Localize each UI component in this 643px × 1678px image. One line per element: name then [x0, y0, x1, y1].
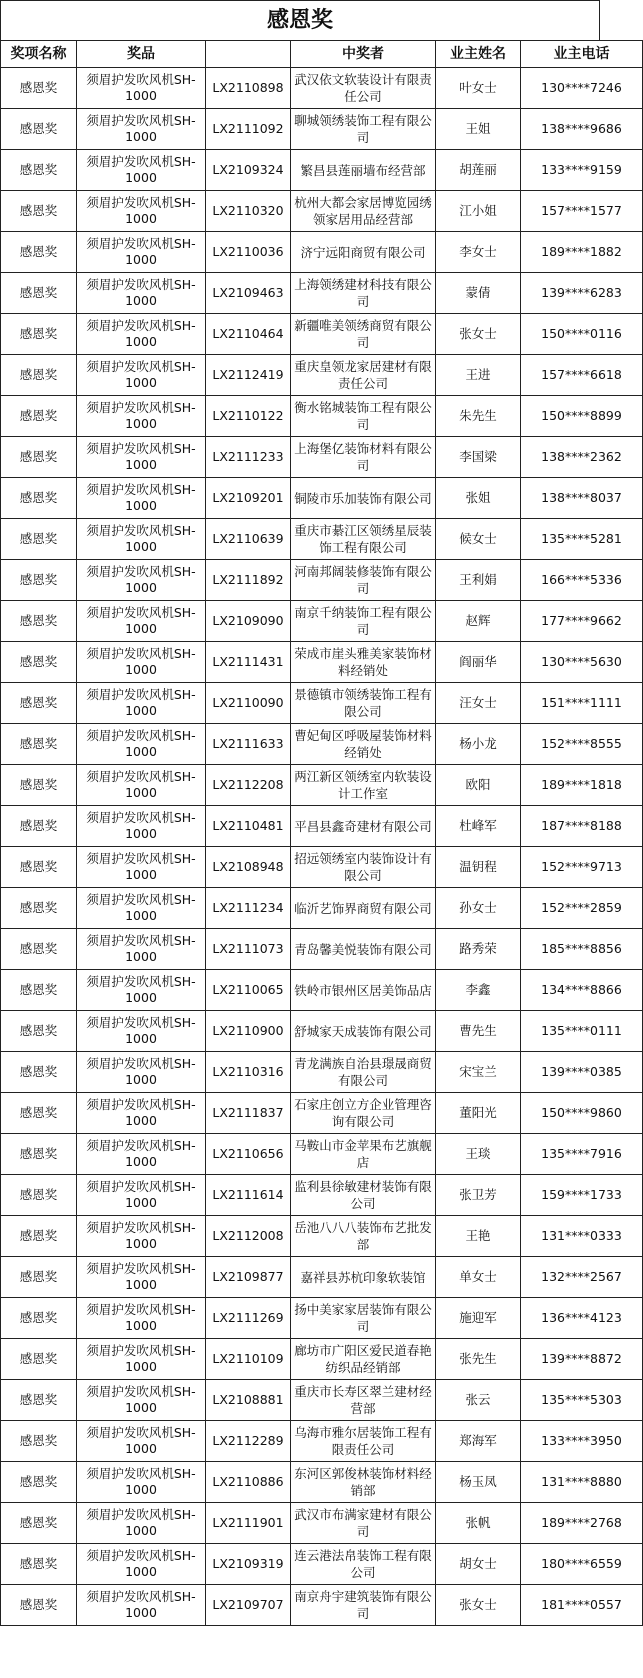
table-body	[1, 68, 643, 1626]
header-owner-phone: 业主电话	[521, 41, 643, 68]
code-cell: LX2110065	[206, 970, 291, 1011]
award-name-cell: 感恩奖	[1, 1380, 77, 1421]
code-cell: LX2110122	[206, 396, 291, 437]
owner-phone-cell: 135****0111	[521, 1011, 643, 1052]
code-cell: LX2109707	[206, 1585, 291, 1626]
code-cell: LX2110656	[206, 1134, 291, 1175]
prize-cell: 须眉护发吹风机SH-1000	[77, 1257, 206, 1298]
table-row	[1, 601, 643, 642]
owner-name-cell: 杨小龙	[436, 724, 521, 765]
code-cell: LX2112008	[206, 1216, 291, 1257]
prize-cell: 须眉护发吹风机SH-1000	[77, 1503, 206, 1544]
award-name-cell: 感恩奖	[1, 478, 77, 519]
award-name-cell: 感恩奖	[1, 191, 77, 232]
prize-cell: 须眉护发吹风机SH-1000	[77, 1462, 206, 1503]
page-title: 感恩奖	[0, 0, 600, 40]
code-cell: LX2111073	[206, 929, 291, 970]
owner-phone-cell: 133****3950	[521, 1421, 643, 1462]
prize-cell: 须眉护发吹风机SH-1000	[77, 929, 206, 970]
winner-cell: 青龙满族自治县璟晟商贸有限公司	[291, 1052, 436, 1093]
owner-name-cell: 宋宝兰	[436, 1052, 521, 1093]
winner-cell: 嘉祥县苏杭印象软装馆	[291, 1257, 436, 1298]
winner-cell: 舒城家天成装饰有限公司	[291, 1011, 436, 1052]
prize-cell: 须眉护发吹风机SH-1000	[77, 683, 206, 724]
winner-cell: 连云港法帛装饰工程有限公司	[291, 1544, 436, 1585]
owner-name-cell: 江小姐	[436, 191, 521, 232]
owner-phone-cell: 134****8866	[521, 970, 643, 1011]
table-row	[1, 1503, 643, 1544]
code-cell: LX2110320	[206, 191, 291, 232]
award-name-cell: 感恩奖	[1, 232, 77, 273]
owner-phone-cell: 187****8188	[521, 806, 643, 847]
code-cell: LX2110639	[206, 519, 291, 560]
award-name-cell: 感恩奖	[1, 1175, 77, 1216]
owner-phone-cell: 133****9159	[521, 150, 643, 191]
owner-phone-cell: 136****4123	[521, 1298, 643, 1339]
owner-name-cell: 赵辉	[436, 601, 521, 642]
code-cell: LX2109319	[206, 1544, 291, 1585]
award-name-cell: 感恩奖	[1, 1216, 77, 1257]
award-name-cell: 感恩奖	[1, 150, 77, 191]
prize-cell: 须眉护发吹风机SH-1000	[77, 314, 206, 355]
owner-name-cell: 叶女士	[436, 68, 521, 109]
header-owner-name: 业主姓名	[436, 41, 521, 68]
table-row	[1, 642, 643, 683]
winner-cell: 杭州大都会家居博览园绣领家居用品经营部	[291, 191, 436, 232]
award-name-cell: 感恩奖	[1, 970, 77, 1011]
code-cell: LX2110036	[206, 232, 291, 273]
table-row	[1, 1380, 643, 1421]
owner-phone-cell: 130****5630	[521, 642, 643, 683]
owner-name-cell: 曹先生	[436, 1011, 521, 1052]
code-cell: LX2112289	[206, 1421, 291, 1462]
code-cell: LX2111837	[206, 1093, 291, 1134]
owner-name-cell: 蒙倩	[436, 273, 521, 314]
table-row	[1, 191, 643, 232]
code-cell: LX2110464	[206, 314, 291, 355]
table-row	[1, 1134, 643, 1175]
owner-phone-cell: 150****9860	[521, 1093, 643, 1134]
owner-phone-cell: 130****7246	[521, 68, 643, 109]
winner-cell: 扬中美家家居装饰有限公司	[291, 1298, 436, 1339]
owner-name-cell: 张先生	[436, 1339, 521, 1380]
prize-cell: 须眉护发吹风机SH-1000	[77, 847, 206, 888]
winner-cell: 衡水铭城装饰工程有限公司	[291, 396, 436, 437]
table-row	[1, 314, 643, 355]
owner-name-cell: 张女士	[436, 1585, 521, 1626]
owner-name-cell: 李国梁	[436, 437, 521, 478]
table-row	[1, 1462, 643, 1503]
award-name-cell: 感恩奖	[1, 1339, 77, 1380]
prize-cell: 须眉护发吹风机SH-1000	[77, 1298, 206, 1339]
code-cell: LX2111901	[206, 1503, 291, 1544]
code-cell: LX2109201	[206, 478, 291, 519]
award-name-cell: 感恩奖	[1, 1503, 77, 1544]
owner-phone-cell: 159****1733	[521, 1175, 643, 1216]
code-cell: LX2111614	[206, 1175, 291, 1216]
table-row	[1, 1298, 643, 1339]
award-name-cell: 感恩奖	[1, 1011, 77, 1052]
award-name-cell: 感恩奖	[1, 806, 77, 847]
award-name-cell: 感恩奖	[1, 1052, 77, 1093]
owner-phone-cell: 152****8555	[521, 724, 643, 765]
owner-name-cell: 张姐	[436, 478, 521, 519]
owner-name-cell: 王姐	[436, 109, 521, 150]
table-row	[1, 68, 643, 109]
winner-cell: 东河区郭俊林装饰材料经销部	[291, 1462, 436, 1503]
award-name-cell: 感恩奖	[1, 642, 77, 683]
award-name-cell: 感恩奖	[1, 314, 77, 355]
winner-cell: 新疆唯美领绣商贸有限公司	[291, 314, 436, 355]
winner-cell: 廊坊市广阳区爱民道春艳纺织品经销部	[291, 1339, 436, 1380]
table-row	[1, 355, 643, 396]
table-row	[1, 109, 643, 150]
winner-cell: 上海领绣建材科技有限公司	[291, 273, 436, 314]
prize-cell: 须眉护发吹风机SH-1000	[77, 396, 206, 437]
prize-cell: 须眉护发吹风机SH-1000	[77, 560, 206, 601]
prize-cell: 须眉护发吹风机SH-1000	[77, 1585, 206, 1626]
prize-cell: 须眉护发吹风机SH-1000	[77, 1052, 206, 1093]
owner-name-cell: 路秀荣	[436, 929, 521, 970]
award-name-cell: 感恩奖	[1, 396, 77, 437]
table-row	[1, 1544, 643, 1585]
winner-cell: 招远领绣室内装饰设计有限公司	[291, 847, 436, 888]
winner-cell: 繁昌县莲丽墙布经营部	[291, 150, 436, 191]
winner-cell: 上海堡亿装饰材料有限公司	[291, 437, 436, 478]
owner-phone-cell: 139****0385	[521, 1052, 643, 1093]
award-name-cell: 感恩奖	[1, 355, 77, 396]
owner-phone-cell: 152****9713	[521, 847, 643, 888]
prize-cell: 须眉护发吹风机SH-1000	[77, 355, 206, 396]
award-name-cell: 感恩奖	[1, 601, 77, 642]
owner-name-cell: 王琰	[436, 1134, 521, 1175]
prize-cell: 须眉护发吹风机SH-1000	[77, 150, 206, 191]
award-name-cell: 感恩奖	[1, 560, 77, 601]
prize-cell: 须眉护发吹风机SH-1000	[77, 1134, 206, 1175]
winner-cell: 景德镇市领绣装饰工程有限公司	[291, 683, 436, 724]
winner-cell: 平昌县鑫奇建材有限公司	[291, 806, 436, 847]
award-name-cell: 感恩奖	[1, 888, 77, 929]
owner-name-cell: 胡莲丽	[436, 150, 521, 191]
table-row	[1, 1216, 643, 1257]
owner-phone-cell: 131****8880	[521, 1462, 643, 1503]
owner-phone-cell: 138****2362	[521, 437, 643, 478]
winner-cell: 曹妃甸区呼吸屋装饰材料经销处	[291, 724, 436, 765]
owner-name-cell: 候女士	[436, 519, 521, 560]
winner-cell: 监利县徐敏建材装饰有限公司	[291, 1175, 436, 1216]
owner-name-cell: 杜峰军	[436, 806, 521, 847]
code-cell: LX2111092	[206, 109, 291, 150]
award-name-cell: 感恩奖	[1, 109, 77, 150]
owner-name-cell: 张帆	[436, 1503, 521, 1544]
prize-cell: 须眉护发吹风机SH-1000	[77, 273, 206, 314]
owner-phone-cell: 185****8856	[521, 929, 643, 970]
code-cell: LX2108948	[206, 847, 291, 888]
winner-cell: 铁岭市银州区居美饰品店	[291, 970, 436, 1011]
prize-cell: 须眉护发吹风机SH-1000	[77, 806, 206, 847]
table-row	[1, 1011, 643, 1052]
award-name-cell: 感恩奖	[1, 765, 77, 806]
prize-cell: 须眉护发吹风机SH-1000	[77, 642, 206, 683]
winner-cell: 武汉依文软装设计有限责任公司	[291, 68, 436, 109]
code-cell: LX2110316	[206, 1052, 291, 1093]
table-row	[1, 806, 643, 847]
table-row	[1, 1175, 643, 1216]
table-row	[1, 847, 643, 888]
prize-cell: 须眉护发吹风机SH-1000	[77, 765, 206, 806]
owner-phone-cell: 132****2567	[521, 1257, 643, 1298]
prize-cell: 须眉护发吹风机SH-1000	[77, 1421, 206, 1462]
table-row	[1, 478, 643, 519]
winner-cell: 石家庄创立方企业管理咨询有限公司	[291, 1093, 436, 1134]
owner-phone-cell: 189****1818	[521, 765, 643, 806]
prize-cell: 须眉护发吹风机SH-1000	[77, 478, 206, 519]
code-cell: LX2110109	[206, 1339, 291, 1380]
award-name-cell: 感恩奖	[1, 724, 77, 765]
winner-cell: 河南邦阔装修装饰有限公司	[291, 560, 436, 601]
table-row	[1, 437, 643, 478]
owner-phone-cell: 181****0557	[521, 1585, 643, 1626]
table-row	[1, 1585, 643, 1626]
table-row	[1, 560, 643, 601]
winner-cell: 重庆市长寿区翠兰建材经营部	[291, 1380, 436, 1421]
owner-name-cell: 王进	[436, 355, 521, 396]
table-row	[1, 929, 643, 970]
prize-cell: 须眉护发吹风机SH-1000	[77, 1380, 206, 1421]
code-cell: LX2108881	[206, 1380, 291, 1421]
owner-phone-cell: 150****0116	[521, 314, 643, 355]
winner-cell: 南京千纳装饰工程有限公司	[291, 601, 436, 642]
owner-name-cell: 王艳	[436, 1216, 521, 1257]
prize-cell: 须眉护发吹风机SH-1000	[77, 724, 206, 765]
prize-cell: 须眉护发吹风机SH-1000	[77, 1175, 206, 1216]
award-name-cell: 感恩奖	[1, 929, 77, 970]
owner-phone-cell: 135****7916	[521, 1134, 643, 1175]
prize-cell: 须眉护发吹风机SH-1000	[77, 1216, 206, 1257]
award-name-cell: 感恩奖	[1, 1257, 77, 1298]
owner-name-cell: 胡女士	[436, 1544, 521, 1585]
owner-phone-cell: 177****9662	[521, 601, 643, 642]
code-cell: LX2109463	[206, 273, 291, 314]
owner-name-cell: 阎丽华	[436, 642, 521, 683]
award-name-cell: 感恩奖	[1, 519, 77, 560]
table-row	[1, 273, 643, 314]
winner-cell: 青岛馨美悦装饰有限公司	[291, 929, 436, 970]
winner-cell: 两江新区领绣室内软装设计工作室	[291, 765, 436, 806]
table-header-row	[1, 41, 643, 68]
owner-name-cell: 朱先生	[436, 396, 521, 437]
code-cell: LX2110898	[206, 68, 291, 109]
prize-cell: 须眉护发吹风机SH-1000	[77, 1093, 206, 1134]
award-name-cell: 感恩奖	[1, 1298, 77, 1339]
owner-phone-cell: 166****5336	[521, 560, 643, 601]
winners-table	[0, 40, 643, 1626]
owner-name-cell: 欧阳	[436, 765, 521, 806]
owner-phone-cell: 138****8037	[521, 478, 643, 519]
header-winner: 中奖者	[291, 41, 436, 68]
winner-cell: 武汉市布满家建材有限公司	[291, 1503, 436, 1544]
owner-phone-cell: 157****6618	[521, 355, 643, 396]
award-name-cell: 感恩奖	[1, 273, 77, 314]
code-cell: LX2111269	[206, 1298, 291, 1339]
owner-name-cell: 单女士	[436, 1257, 521, 1298]
prize-cell: 须眉护发吹风机SH-1000	[77, 888, 206, 929]
header-code	[206, 41, 291, 68]
owner-name-cell: 李女士	[436, 232, 521, 273]
table-row	[1, 1339, 643, 1380]
owner-name-cell: 张卫芳	[436, 1175, 521, 1216]
award-name-cell: 感恩奖	[1, 1585, 77, 1626]
award-name-cell: 感恩奖	[1, 1462, 77, 1503]
code-cell: LX2111633	[206, 724, 291, 765]
prize-cell: 须眉护发吹风机SH-1000	[77, 437, 206, 478]
award-name-cell: 感恩奖	[1, 437, 77, 478]
award-name-cell: 感恩奖	[1, 1544, 77, 1585]
header-prize: 奖品	[77, 41, 206, 68]
table-row	[1, 232, 643, 273]
winner-cell: 重庆市綦江区领绣星辰装饰工程有限公司	[291, 519, 436, 560]
owner-phone-cell: 151****1111	[521, 683, 643, 724]
table-row	[1, 519, 643, 560]
owner-name-cell: 董阳光	[436, 1093, 521, 1134]
owner-phone-cell: 157****1577	[521, 191, 643, 232]
code-cell: LX2110481	[206, 806, 291, 847]
owner-phone-cell: 189****1882	[521, 232, 643, 273]
code-cell: LX2110886	[206, 1462, 291, 1503]
owner-phone-cell: 139****6283	[521, 273, 643, 314]
owner-name-cell: 施迎军	[436, 1298, 521, 1339]
code-cell: LX2110900	[206, 1011, 291, 1052]
winner-cell: 乌海市雅尔居装饰工程有限责任公司	[291, 1421, 436, 1462]
owner-phone-cell: 135****5303	[521, 1380, 643, 1421]
prize-cell: 须眉护发吹风机SH-1000	[77, 68, 206, 109]
prize-cell: 须眉护发吹风机SH-1000	[77, 601, 206, 642]
owner-name-cell: 张云	[436, 1380, 521, 1421]
prize-cell: 须眉护发吹风机SH-1000	[77, 970, 206, 1011]
table-row	[1, 396, 643, 437]
code-cell: LX2111431	[206, 642, 291, 683]
award-name-cell: 感恩奖	[1, 847, 77, 888]
code-cell: LX2111233	[206, 437, 291, 478]
winner-cell: 铜陵市乐加装饰有限公司	[291, 478, 436, 519]
winner-cell: 荣成市崖头雅美家装饰材料经销处	[291, 642, 436, 683]
award-name-cell: 感恩奖	[1, 683, 77, 724]
prize-cell: 须眉护发吹风机SH-1000	[77, 1011, 206, 1052]
code-cell: LX2109324	[206, 150, 291, 191]
winner-cell: 临沂艺饰界商贸有限公司	[291, 888, 436, 929]
code-cell: LX2112419	[206, 355, 291, 396]
winner-cell: 马鞍山市金苹果布艺旗舰店	[291, 1134, 436, 1175]
owner-phone-cell: 139****8872	[521, 1339, 643, 1380]
winner-cell: 聊城领绣装饰工程有限公司	[291, 109, 436, 150]
code-cell: LX2110090	[206, 683, 291, 724]
table-row	[1, 1093, 643, 1134]
table-row	[1, 970, 643, 1011]
owner-phone-cell: 152****2859	[521, 888, 643, 929]
code-cell: LX2111892	[206, 560, 291, 601]
table-row	[1, 1421, 643, 1462]
award-name-cell: 感恩奖	[1, 1421, 77, 1462]
owner-name-cell: 温钥程	[436, 847, 521, 888]
owner-phone-cell: 135****5281	[521, 519, 643, 560]
award-name-cell: 感恩奖	[1, 1093, 77, 1134]
table-row	[1, 1052, 643, 1093]
owner-name-cell: 孙女士	[436, 888, 521, 929]
owner-phone-cell: 150****8899	[521, 396, 643, 437]
award-name-cell: 感恩奖	[1, 68, 77, 109]
award-name-cell: 感恩奖	[1, 1134, 77, 1175]
code-cell: LX2109877	[206, 1257, 291, 1298]
winner-cell: 重庆皇领龙家居建材有限责任公司	[291, 355, 436, 396]
owner-phone-cell: 131****0333	[521, 1216, 643, 1257]
code-cell: LX2111234	[206, 888, 291, 929]
owner-phone-cell: 180****6559	[521, 1544, 643, 1585]
winner-cell: 济宁远阳商贸有限公司	[291, 232, 436, 273]
table-row	[1, 724, 643, 765]
prize-cell: 须眉护发吹风机SH-1000	[77, 1339, 206, 1380]
winner-cell: 岳池八八八装饰布艺批发部	[291, 1216, 436, 1257]
prize-cell: 须眉护发吹风机SH-1000	[77, 109, 206, 150]
table-row	[1, 765, 643, 806]
owner-name-cell: 汪女士	[436, 683, 521, 724]
table-row	[1, 150, 643, 191]
owner-name-cell: 李鑫	[436, 970, 521, 1011]
owner-phone-cell: 138****9686	[521, 109, 643, 150]
prize-cell: 须眉护发吹风机SH-1000	[77, 232, 206, 273]
code-cell: LX2112208	[206, 765, 291, 806]
prize-cell: 须眉护发吹风机SH-1000	[77, 519, 206, 560]
prize-cell: 须眉护发吹风机SH-1000	[77, 191, 206, 232]
owner-name-cell: 杨玉凤	[436, 1462, 521, 1503]
code-cell: LX2109090	[206, 601, 291, 642]
owner-name-cell: 张女士	[436, 314, 521, 355]
header-award-name: 奖项名称	[1, 41, 77, 68]
owner-name-cell: 郑海军	[436, 1421, 521, 1462]
table-row	[1, 888, 643, 929]
winner-cell: 南京舟宇建筑装饰有限公司	[291, 1585, 436, 1626]
prize-cell: 须眉护发吹风机SH-1000	[77, 1544, 206, 1585]
owner-phone-cell: 189****2768	[521, 1503, 643, 1544]
table-row	[1, 683, 643, 724]
table-row	[1, 1257, 643, 1298]
owner-name-cell: 王利娟	[436, 560, 521, 601]
